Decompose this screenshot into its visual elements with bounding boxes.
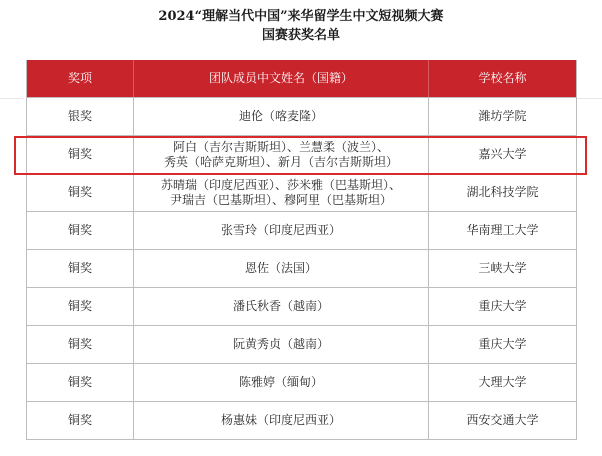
award-cell: 铜奖: [27, 326, 134, 363]
members-cell: [134, 326, 429, 363]
school-cell: 华南理工大学: [429, 212, 577, 249]
members-line: 尹瑞吉（巴基斯坦）、穆阿里（巴基斯坦）: [169, 192, 392, 207]
table-header-row: [27, 60, 577, 98]
members-line: 阿白（吉尔吉斯斯坦）、兰慧柔（波兰）、: [172, 139, 389, 154]
school-cell: 潍坊学院: [429, 98, 577, 135]
award-cell: 铜奖: [27, 402, 134, 439]
members-cell: [134, 250, 429, 287]
school-cell: 重庆大学: [429, 288, 577, 325]
members-line: 苏晴瑞（印度尼西亚）、莎米雅（巴基斯坦）、: [160, 177, 401, 192]
members-line: 阮黄秀贞（越南）: [232, 337, 329, 351]
members-line: 杨惠妹（印度尼西亚）: [220, 413, 341, 427]
school-cell: 湖北科技学院: [429, 174, 577, 211]
page-subtitle: 国赛获奖名单: [261, 28, 340, 43]
awards-table: [26, 60, 577, 440]
table-row: [27, 212, 577, 250]
members-line: 潘氏秋香（越南）: [232, 299, 329, 313]
members-line: 张雪玲（印度尼西亚）: [220, 223, 341, 237]
school-cell: 西安交通大学: [429, 402, 577, 439]
header-school: 学校名称: [429, 60, 577, 97]
members-cell: [134, 402, 429, 439]
table-row: [27, 174, 577, 212]
award-cell: 铜奖: [27, 174, 134, 211]
members-line: 秀英（哈萨克斯坦）、新月（吉尔吉斯斯坦）: [163, 154, 398, 169]
members-cell: [134, 288, 429, 325]
award-cell: 铜奖: [27, 288, 134, 325]
school-cell: 重庆大学: [429, 326, 577, 363]
members-cell: [134, 174, 429, 211]
members-cell: [134, 136, 429, 173]
members-cell: [134, 364, 429, 401]
header-award: 奖项: [27, 60, 134, 97]
members-cell: [134, 98, 429, 135]
table-row: [27, 136, 577, 174]
award-cell: 铜奖: [27, 250, 134, 287]
table-row: [27, 402, 577, 440]
header-members: 团队成员中文姓名（国籍）: [134, 60, 429, 97]
school-cell: 三峡大学: [429, 250, 577, 287]
award-cell: 银奖: [27, 98, 134, 135]
left-guide-line: [0, 98, 24, 99]
table-row: [27, 326, 577, 364]
members-line: 恩佐（法国）: [244, 261, 317, 275]
members-line: 迪伦（喀麦隆）: [238, 109, 323, 123]
school-cell: 嘉兴大学: [429, 136, 577, 173]
table-row: [27, 364, 577, 402]
table-row: [27, 98, 577, 136]
members-line: 陈雅婷（缅甸）: [238, 375, 323, 389]
table-row: [27, 250, 577, 288]
award-cell: 铜奖: [27, 212, 134, 249]
table-row: [27, 288, 577, 326]
award-cell: 铜奖: [27, 364, 134, 401]
page-title: 2024“理解当代中国”来华留学生中文短视频大赛: [158, 9, 444, 24]
award-cell: 铜奖: [27, 136, 134, 173]
right-guide-line: [577, 98, 602, 99]
school-cell: 大理大学: [429, 364, 577, 401]
members-cell: [134, 212, 429, 249]
